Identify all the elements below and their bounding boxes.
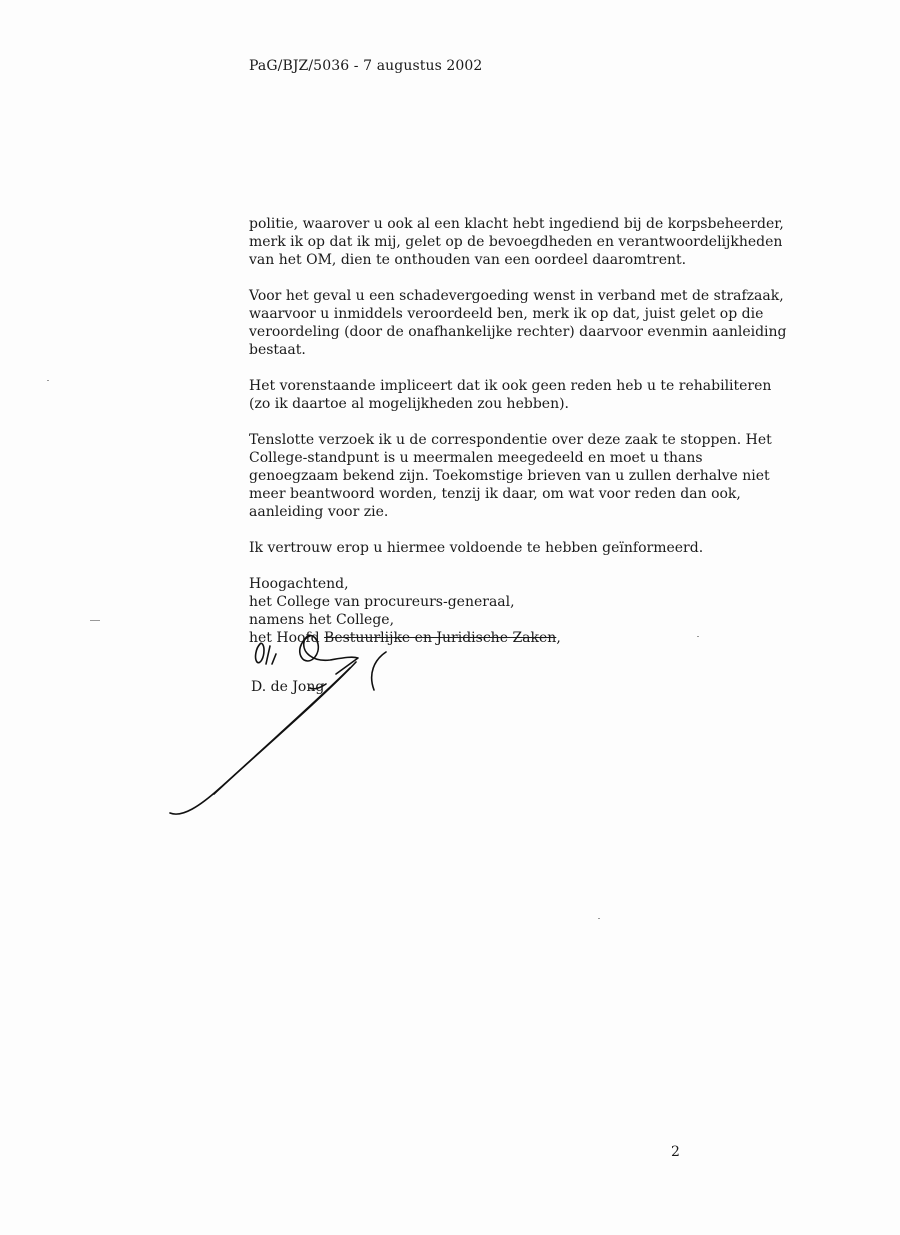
signatory-name: D. de Jong — [251, 679, 325, 695]
scan-speck — [90, 620, 100, 621]
scan-speck — [598, 918, 600, 919]
reference-line: PaG/BJZ/5036 - 7 augustus 2002 — [249, 58, 483, 74]
closing-on-behalf: namens het College, — [249, 612, 395, 628]
scan-speck — [47, 380, 49, 381]
letter-body — [249, 215, 789, 647]
paragraph-compensation: Voor het geval u een schadevergoeding wenst in verband met de strafzaak, waarvoor u inmiddels veroordeeld ben, merk ik op dat, juist gelet op die veroordeling (door de onafhankelijke rechter) daarvoor evenmin aanleiding bestaat. — [249, 288, 787, 358]
closing-college: het College van procureurs-generaal, — [249, 594, 515, 610]
paragraph-informed: Ik vertrouw erop u hiermee voldoende te hebben geïnformeerd. — [249, 540, 704, 556]
page-number: 2 — [671, 1144, 680, 1160]
scan-speck — [697, 636, 699, 637]
handwritten-signature — [160, 618, 400, 828]
closing-head-title: het Hoofd Bestuurlijke en Juridische Zaken, — [249, 630, 561, 646]
paragraph-stop-correspondence: Tenslotte verzoek ik u de correspondentie over deze zaak te stoppen. Het College-standpunt is u meermalen meegedeeld en moet u thans genoegzaam bekend zijn. Toekomstige brieven van u zullen derhalve niet meer beantwoord worden, tenzij ik daar, om wat voor reden dan ook, aanleiding voor zie. — [249, 432, 772, 520]
struck-department: Bestuurlijke en Juridische Zaken — [324, 630, 557, 646]
paragraph-police-complaint: politie, waarover u ook al een klacht hebt ingediend bij de korpsbeheerder, merk ik op dat ik mij, gelet op de bevoegdheden en verantwoordelijkheden van het OM, dien te onthouden van een oordeel daaromtrent. — [249, 216, 784, 268]
paragraph-rehabilitation: Het vorenstaande impliceert dat ik ook geen reden heb u te rehabiliteren (zo ik daartoe al mogelijkheden zou hebben). — [249, 378, 772, 412]
closing-salutation: Hoogachtend, — [249, 576, 349, 592]
